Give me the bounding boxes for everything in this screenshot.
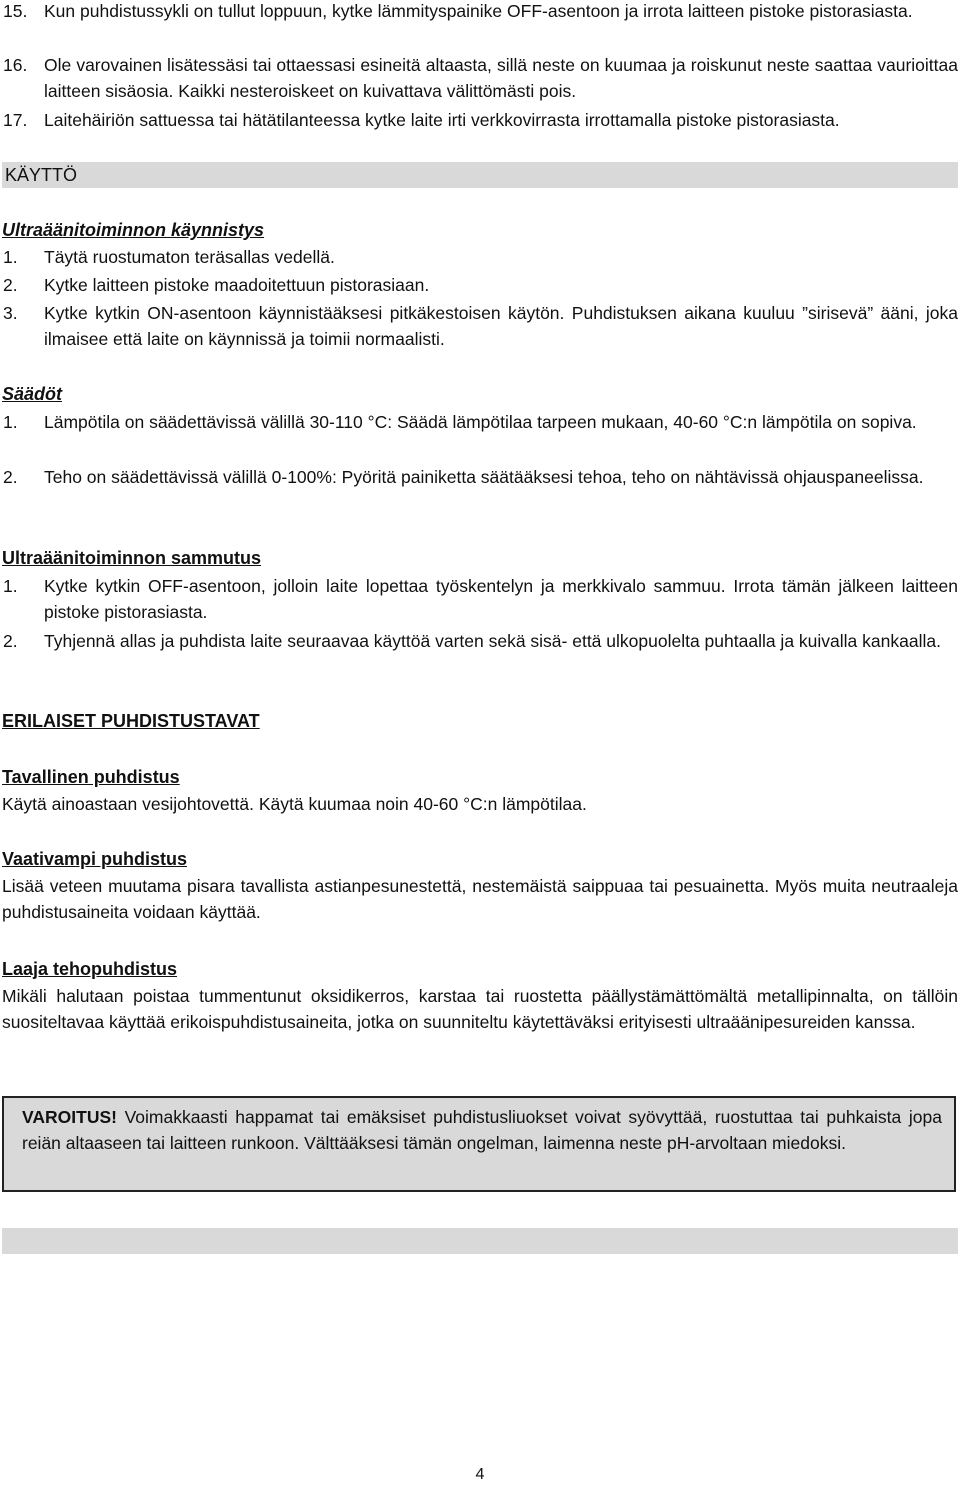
warning-box [2,1096,956,1192]
list-number: 2. [3,467,18,487]
warning-text-block [22,1104,942,1156]
section-title: KÄYTTÖ [5,165,78,185]
list-text: Tyhjennä allas ja puhdista laite seuraavaa käyttöä varten sekä sisä- että ulkopuolelta puhtaalla ja kuivalla kankaalla. [44,631,941,651]
list-item [0,272,958,298]
list-text: Kytke kytkin ON-asentoon käynnistääksesi pitkäkestoisen käytön. Puhdistuksen aikana kuuluu ”sirisevä” ääni, joka ilmaisee että laite on käynnissä ja toimii normaalisti. [44,303,958,349]
list-text: Laitehäiriön sattuessa tai hätätilanteessa kytke laite irti verkkovirrasta irrottamalla pistoke pistorasiasta. [44,110,840,130]
subheading-extensive-cleaning: Laaja tehopuhdistus [2,959,178,979]
list-number: 16. [3,55,28,75]
section-heading-methods: ERILAISET PUHDISTUSTAVAT [2,711,260,731]
list-item [0,107,958,133]
paragraph-normal-cleaning: Käytä ainoastaan vesijohtovettä. Käytä kuumaa noin 40-60 °C:n lämpötilaa. [2,794,587,814]
list-number: 17. [3,110,28,130]
list-number: 2. [3,275,18,295]
subheading-adjust: Säädöt [2,384,63,404]
list-number: 1. [3,247,18,267]
list-number: 15. [3,1,28,21]
list-number: 1. [3,412,18,432]
list-number: 3. [3,303,18,323]
subheading-demanding-cleaning: Vaativampi puhdistus [2,849,188,869]
page-number: 4 [475,1466,485,1483]
subheading-start: Ultraäänitoiminnon käynnistys [2,220,265,240]
list-text: Teho on säädettävissä välillä 0-100%: Pyöritä painiketta säätääksesi tehoa, teho on nähtävissä ohjauspaneelissa. [44,467,924,487]
list-item [0,573,958,625]
paragraph-demanding-cleaning: Lisää veteen muutama pisara tavallista astianpesunestettä, nestemäistä saippuaa tai pesuainetta. Myös muita neutraaleja puhdistusaineita voidaan käyttää. [2,876,958,922]
list-item [0,0,958,50]
paragraph-extensive-cleaning: Mikäli halutaan poistaa tummentunut oksidikerros, karstaa tai ruostetta päällystämättömältä metallipinnalta, on tällöin suositeltavaa käyttää erikoispuhdistusaineita, jotka on suunniteltu käytettäväksi erityisesti ultraäänipesureiden kanssa. [2,986,958,1032]
list-number: 1. [3,576,18,596]
list-item [0,464,958,516]
section-bar-kaytto [2,162,958,188]
list-text: Kun puhdistussykli on tullut loppuun, kytke lämmityspainike OFF-asentoon ja irrota laitteen pistoke pistorasiasta. [44,1,913,21]
warning-text: Voimakkaasti happamat tai emäksiset puhdistusliuokset voivat syövyttää, ruostuttaa tai puhkaista jopa reiän altaaseen tai laitteen runkoon. Välttääksesi tämän ongelman, laimenna neste pH-arvoltaan miedoksi. [22,1107,942,1153]
list-item [0,300,958,352]
subheading-stop: Ultraäänitoiminnon sammutus [2,548,262,568]
warning-label: VAROITUS! [22,1107,117,1127]
list-item [0,52,958,104]
list-text: Ole varovainen lisätessäsi tai ottaessasi esineitä altaasta, sillä neste on kuumaa ja roiskunut neste saattaa vaurioittaa laitteen sisäosia. Kaikki nesteroiskeet on kuivattava välittömästi pois. [44,55,958,101]
footer-bar [2,1228,958,1254]
list-text: Kytke kytkin OFF-asentoon, jolloin laite lopettaa työskentelyn ja merkkivalo sammuu. Irrota tämän jälkeen laitteen pistoke pistorasiasta. [44,576,958,622]
list-text: Lämpötila on säädettävissä välillä 30-110 °C: Säädä lämpötilaa tarpeen mukaan, 40-60 °C:n lämpötila on sopiva. [44,412,917,432]
list-item [0,628,958,680]
list-item [0,244,958,270]
subheading-normal-cleaning: Tavallinen puhdistus [2,767,180,787]
list-number: 2. [3,631,18,651]
list-text: Täytä ruostumaton teräsallas vedellä. [44,247,335,267]
list-item [0,409,958,461]
list-text: Kytke laitteen pistoke maadoitettuun pistorasiaan. [44,275,430,295]
